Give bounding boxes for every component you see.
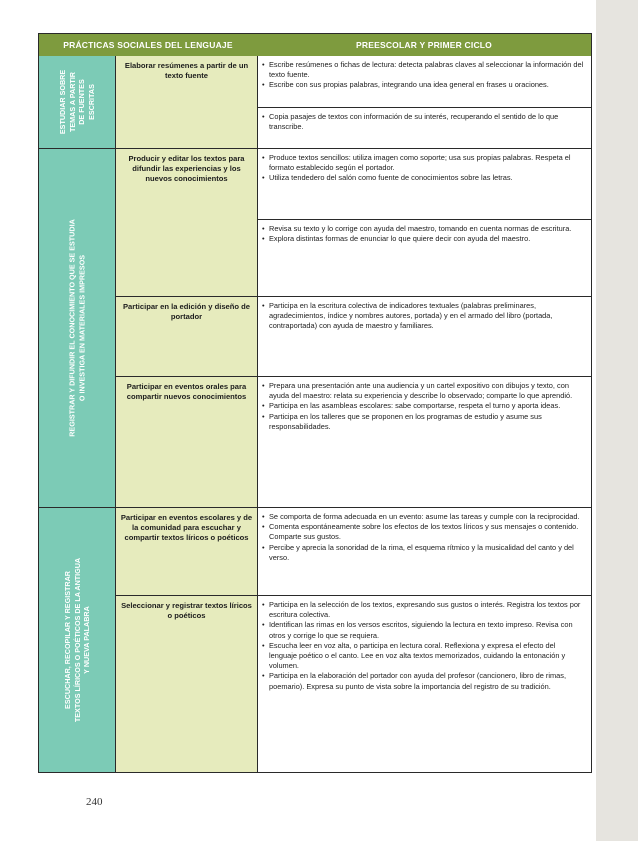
content-cell [257,149,591,220]
content-item: • Utiliza tendedero del salón como fuente de conocimientos sobre las letras. [262,173,585,183]
practice-label: Participar en eventos escolares y de la comunidad para escuchar y compartir textos líricos o poéticos [120,513,253,543]
header-level: PREESCOLAR Y PRIMER CICLO [257,34,591,56]
practice-cell [115,508,257,596]
practice-label: Participar en eventos orales para compartir nuevos conocimientos [126,382,247,402]
content-item: • Participa en los talleres que se proponen en los programas de estudio y asume sus responsabilidades. [262,412,585,432]
section-3 [39,508,115,772]
content-item: • Comenta espontáneamente sobre los efectos de los textos líricos y sus mensajes o contenido. Comparte sus gustos. [262,522,585,542]
content-item: • Se comporta de forma adecuada en un evento: asume las tareas y cumple con la reciprocidad. [262,512,585,522]
section-2-label: REGISTRAR Y DIFUNDIR EL CONOCIMIENTO QUE SE ESTUDIA O INVESTIGA EN MATERIALES IMPRESOS [67,219,86,437]
section-1-label: ESTUDIAR SOBRE TEMAS A PARTIR DE FUENTES ESCRITAS [58,69,96,135]
content-cell [257,56,591,108]
practice-cell [115,297,257,377]
content-item: • Prepara una presentación ante una audiencia y un cartel expositivo con dibujos y texto, con ayuda del maestro: relata su experiencia y describe lo observado; comparte lo que aprendió. [262,381,585,401]
content-item: • Copia pasajes de textos con información de su interés, recuperando el sentido de lo que transcribe. [262,112,585,132]
content-item: • Percibe y aprecia la sonoridad de la rima, el esquema rítmico y la musicalidad del canto y del verso. [262,543,585,563]
content-cell [257,377,591,508]
curriculum-table [38,33,592,773]
content-item: • Escribe resúmenes o fichas de lectura: detecta palabras claves al seleccionar la información del texto fuente. [262,60,585,80]
content-item: • Escucha leer en voz alta, o participa en lectura coral. Reflexiona y expresa el efecto del lenguaje poético o el canto. Lee en voz alta textos memorizados, cuidando la entonación y volumen. [262,641,585,672]
practice-cell [115,56,257,149]
page-number: 240 [86,796,103,808]
content-item: • Identifican las rimas en los versos escritos, siguiendo la lectura en texto impreso. Revisa con otros y corrige lo que se requiera. [262,620,585,640]
section-1 [39,56,115,149]
section-3-label: ESCUCHAR, RECOPILAR Y REGISTRAR TEXTOS LÍRICOS O POÉTICOS DE LA ANTIGUA Y NUEVA PALABRA [62,557,91,723]
practice-label: Seleccionar y registrar textos líricos o poéticos [121,601,252,621]
practice-cell [115,596,257,772]
page-margin-strip [596,0,638,841]
practice-cell [115,149,257,297]
content-item: • Participa en la selección de los textos, expresando sus gustos o interés. Registra los textos por escritura colectiva. [262,600,585,620]
content-item: • Participa en la elaboración del portador con ayuda del profesor (cancionero, libro de rimas, poemario). Expresa su punto de vista sobre la importancia del registro de su tradición. [262,671,585,691]
practice-label: Elaborar resúmenes a partir de un texto fuente [124,61,249,81]
section-2 [39,149,115,508]
content-cell [257,596,591,772]
content-item: • Escribe con sus propias palabras, integrando una idea general en frases u oraciones. [262,80,585,90]
header-practices: PRÁCTICAS SOCIALES DEL LENGUAJE [39,34,258,56]
content-cell [257,508,591,596]
content-item: • Participa en la escritura colectiva de indicadores textuales (palabras preliminares, agradecimientos, índice y nombres autores, portada) y en el armado del libro (portada, contraportada) con ayuda de maestro y familiares. [262,301,585,332]
practice-label: Participar en la edición y diseño de portador [122,302,251,322]
content-item: • Revisa su texto y lo corrige con ayuda del maestro, tomando en cuenta normas de escritura. [262,224,585,234]
content-item: • Participa en las asambleas escolares: sabe comportarse, respeta el turno y aporta ideas. [262,401,585,411]
content-cell [257,108,591,149]
content-cell [257,297,591,377]
content-item: • Produce textos sencillos: utiliza imagen como soporte; usa sus propias palabras. Respeta el formato establecido según el portador. [262,153,585,173]
content-item: • Explora distintas formas de enunciar lo que quiere decir con ayuda del maestro. [262,234,585,244]
content-cell [257,220,591,297]
practice-label: Producir y editar los textos para difundir las experiencias y los nuevos conocimientos [128,154,245,184]
practice-cell [115,377,257,508]
